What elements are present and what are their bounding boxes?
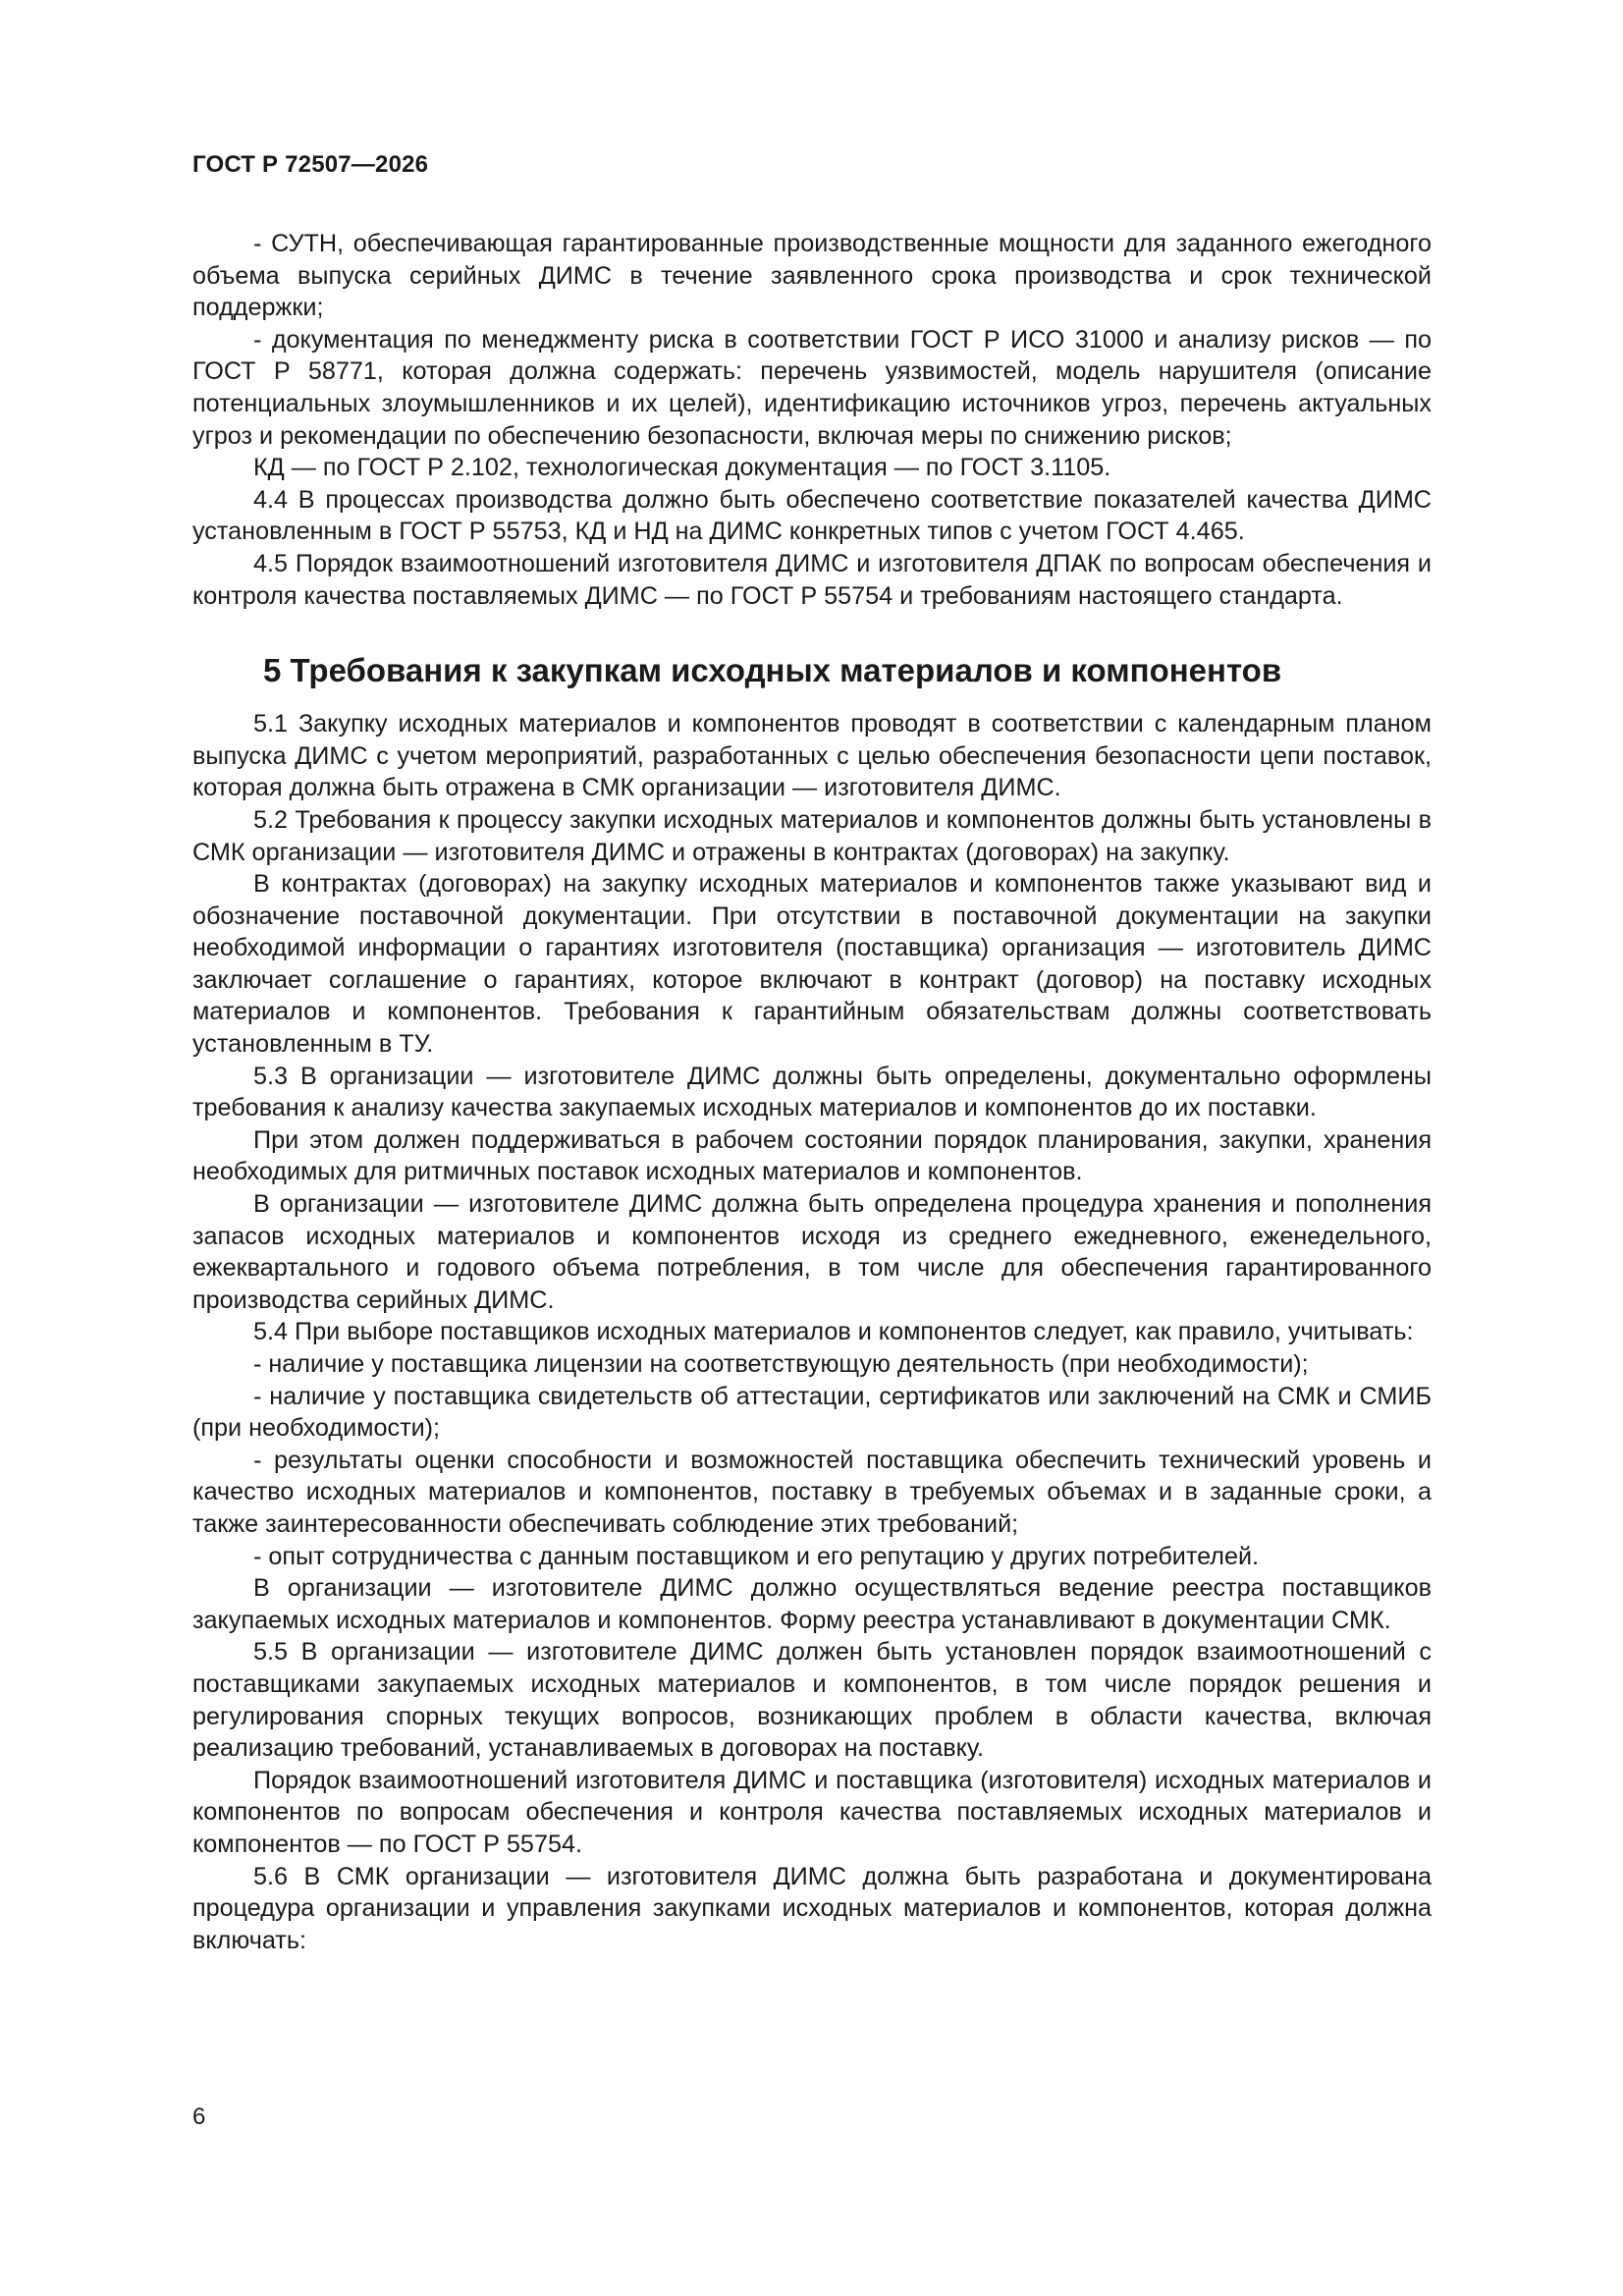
- paragraph: 5.3 В организации — изготовителе ДИМС должны быть определены, документально оформлены требования к анализу качества закупаемых исходных материалов и компонентов до их поставки.: [192, 1062, 1432, 1122]
- paragraph: В организации — изготовителе ДИМС должна быть определена процедура хранения и пополнения запасов исходных материалов и компонентов исходя из среднего ежедневного, еженедельного, ежеквартального и годового объема потребления, в том числе для обеспечения гарантированного производства серийных ДИМС.: [192, 1190, 1432, 1314]
- section-title: 5 Требования к закупкам исходных материалов и компонентов: [263, 652, 1282, 689]
- list-item: - наличие у поставщика лицензии на соответствующую деятельность (при необходимости);: [253, 1350, 1309, 1378]
- paragraph: 5.5 В организации — изготовителе ДИМС должен быть установлен порядок взаимоотношений с поставщиками закупаемых исходных материалов и компонентов, в том числе порядок решения и регулирования спорных текущих вопросов, возникающих проблем в области качества, включая реализацию требований, устанавливаемых в договорах на поставку.: [192, 1638, 1432, 1763]
- paragraph: - СУТН, обеспечивающая гарантированные производственные мощности для заданного ежегодного объема выпуска серийных ДИМС в течение заявленного срока производства и срок технической поддержки;: [192, 230, 1432, 322]
- paragraph: 5.4 При выборе поставщиков исходных материалов и компонентов следует, как правило, учитывать:: [253, 1318, 1414, 1346]
- list-item: - результаты оценки способности и возможностей поставщика обеспечить технический уровень и качество исходных материалов и компонентов, поставку в требуемых объемах и в заданные сроки, а также заинтересованности обеспечивать соблюдение этих требований;: [192, 1446, 1432, 1538]
- paragraph: 4.5 Порядок взаимоотношений изготовителя ДИМС и изготовителя ДПАК по вопросам обеспечения и контроля качества поставляемых ДИМС — по ГОСТ Р 55754 и требованиям настоящего стандарта.: [192, 549, 1432, 610]
- document-code-header: ГОСТ Р 72507—2026: [192, 151, 429, 178]
- paragraph: 5.1 Закупку исходных материалов и компонентов проводят в соответствии с календарным планом выпуска ДИМС с учетом мероприятий, разработанных с целью обеспечения безопасности цепи поставок, которая должна быть отражена в СМК организации — изготовителя ДИМС.: [192, 710, 1432, 802]
- paragraph: 5.6 В СМК организации — изготовителя ДИМС должна быть разработана и документирована процедура организации и управления закупками исходных материалов и компонентов, которая должна включать:: [192, 1862, 1432, 1954]
- paragraph: Порядок взаимоотношений изготовителя ДИМС и поставщика (изготовителя) исходных материалов и компонентов по вопросам обеспечения и контроля качества поставляемых исходных материалов и компонентов — по ГОСТ Р 55754.: [192, 1766, 1432, 1858]
- list-item: - наличие у поставщика свидетельств об аттестации, сертификатов или заключений на СМК и СМИБ (при необходимости);: [192, 1382, 1432, 1443]
- paragraph: - документация по менеджменту риска в соответствии ГОСТ Р ИСО 31000 и анализу рисков — по ГОСТ Р 58771, которая должна содержать: перечень уязвимостей, модель нарушителя (описание потенциальных злоумышленников и их целей), идентификацию источников угроз, перечень актуальных угроз и рекомендации по обеспечению безопасности, включая меры по снижению рисков;: [192, 325, 1432, 450]
- page-number: 6: [192, 2104, 206, 2130]
- paragraph: При этом должен поддерживаться в рабочем состоянии порядок планирования, закупки, хранения необходимых для ритмичных поставок исходных материалов и компонентов.: [192, 1125, 1432, 1186]
- document-body: [192, 228, 1432, 1956]
- paragraph: 5.2 Требования к процессу закупки исходных материалов и компонентов должны быть установлены в СМК организации — изготовителя ДИМС и отражены в контрактах (договорах) на закупку.: [192, 805, 1432, 866]
- list-item: - опыт сотрудничества с данным поставщиком и его репутацию у других потребителей.: [253, 1542, 1260, 1570]
- paragraph: В контрактах (договорах) на закупку исходных материалов и компонентов также указывают вид и обозначение поставочной документации. При отсутствии в поставочной документации на закупки необходимой информации о гарантиях изготовителя (поставщика) организация — изготовитель ДИМС заключает соглашение о гарантиях, которое включают в контракт (договор) на поставку исходных материалов и компонентов. Требования к гарантийным обязательствам должны соответствовать установленным в ТУ.: [192, 870, 1432, 1059]
- paragraph: В организации — изготовителе ДИМС должно осуществляться ведение реестра поставщиков закупаемых исходных материалов и компонентов. Форму реестра устанавливают в документации СМК.: [192, 1574, 1432, 1634]
- paragraph: КД — по ГОСТ Р 2.102, технологическая документация — по ГОСТ 3.1105.: [253, 454, 1111, 482]
- paragraph: 4.4 В процессах производства должно быть обеспечено соответствие показателей качества ДИМС установленным в ГОСТ Р 55753, КД и НД на ДИМС конкретных типов с учетом ГОСТ 4.465.: [192, 485, 1432, 546]
